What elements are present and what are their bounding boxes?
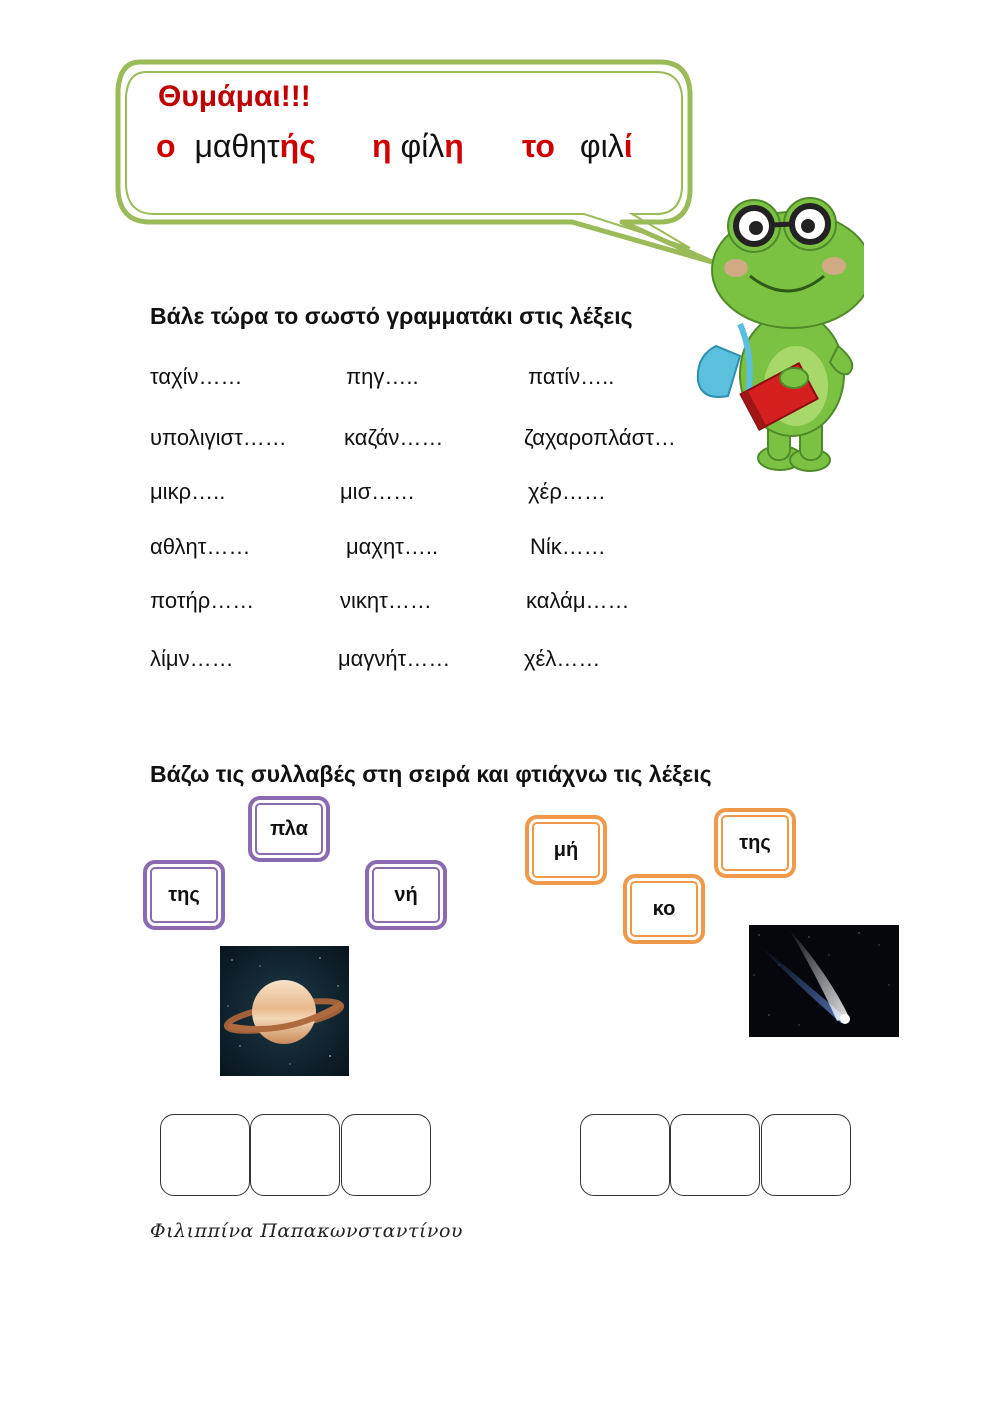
article: το xyxy=(522,128,555,164)
answer-box[interactable] xyxy=(160,1114,250,1196)
word-item: ζαχαροπλάστ… xyxy=(524,425,676,450)
exercise2-heading: Βάζω τις συλλαβές στη σειρά και φτιάχνω τις λέξεις xyxy=(150,761,712,787)
example-1 xyxy=(156,128,316,165)
syllable-tile[interactable] xyxy=(525,815,607,885)
stem: φίλ xyxy=(400,128,445,164)
answer-box[interactable] xyxy=(670,1114,760,1196)
syllable-tile[interactable] xyxy=(248,796,330,862)
word-item: χέλ…… xyxy=(524,646,601,671)
answer-box[interactable] xyxy=(341,1114,431,1196)
syllable-text: νή xyxy=(394,883,418,906)
word-item: χέρ…… xyxy=(528,479,606,504)
ending: η xyxy=(444,128,464,164)
example-2 xyxy=(372,128,464,165)
word-item: μισ…… xyxy=(340,479,416,504)
syllable-text: της xyxy=(168,883,200,906)
syllable-text: κο xyxy=(652,897,676,920)
word-item: μαγνήτ…… xyxy=(338,646,451,671)
syllable-tile[interactable] xyxy=(365,860,447,930)
word-item: καζάν…… xyxy=(344,425,444,450)
syllable-text: πλα xyxy=(270,817,308,840)
bubble-title: Θυμάμαι!!! xyxy=(158,80,311,113)
syllable-text: της xyxy=(739,831,771,854)
frog-icon xyxy=(688,196,864,486)
ending: ί xyxy=(623,128,633,164)
word-item: λίμν…… xyxy=(150,646,234,671)
word-item: Νίκ…… xyxy=(530,534,606,559)
syllable-tile[interactable] xyxy=(143,860,225,930)
planet-saturn-icon xyxy=(220,946,349,1076)
syllable-tile[interactable] xyxy=(714,808,796,878)
article: ο xyxy=(156,128,176,164)
exercise1-heading: Βάλε τώρα το σωστό γραμματάκι στις λέξεις xyxy=(150,303,633,329)
word-item: καλάμ…… xyxy=(526,588,630,613)
word-item: αθλητ…… xyxy=(150,534,251,559)
stem: φιλ xyxy=(579,128,624,164)
syllable-tile[interactable] xyxy=(623,874,705,944)
answer-box[interactable] xyxy=(580,1114,670,1196)
author-signature: Φιλιππίνα Παπακωνσταντίνου xyxy=(150,1220,463,1242)
syllable-text: μή xyxy=(553,838,579,861)
word-item: πηγ….. xyxy=(346,364,419,389)
stem: μαθητ xyxy=(194,128,280,164)
article: η xyxy=(372,128,392,164)
answer-box[interactable] xyxy=(250,1114,340,1196)
answer-box[interactable] xyxy=(761,1114,851,1196)
word-item: μαχητ….. xyxy=(346,534,439,559)
word-item: ταχίν…… xyxy=(150,364,243,389)
comet-icon xyxy=(749,925,899,1037)
word-item: υπολιγιστ…… xyxy=(150,425,287,450)
word-item: πατίν….. xyxy=(528,364,615,389)
example-3 xyxy=(522,128,633,165)
word-item: ποτήρ…… xyxy=(150,588,255,613)
word-item: μικρ….. xyxy=(150,479,226,504)
ending: ής xyxy=(279,128,316,164)
word-item: νικητ…… xyxy=(340,588,432,613)
